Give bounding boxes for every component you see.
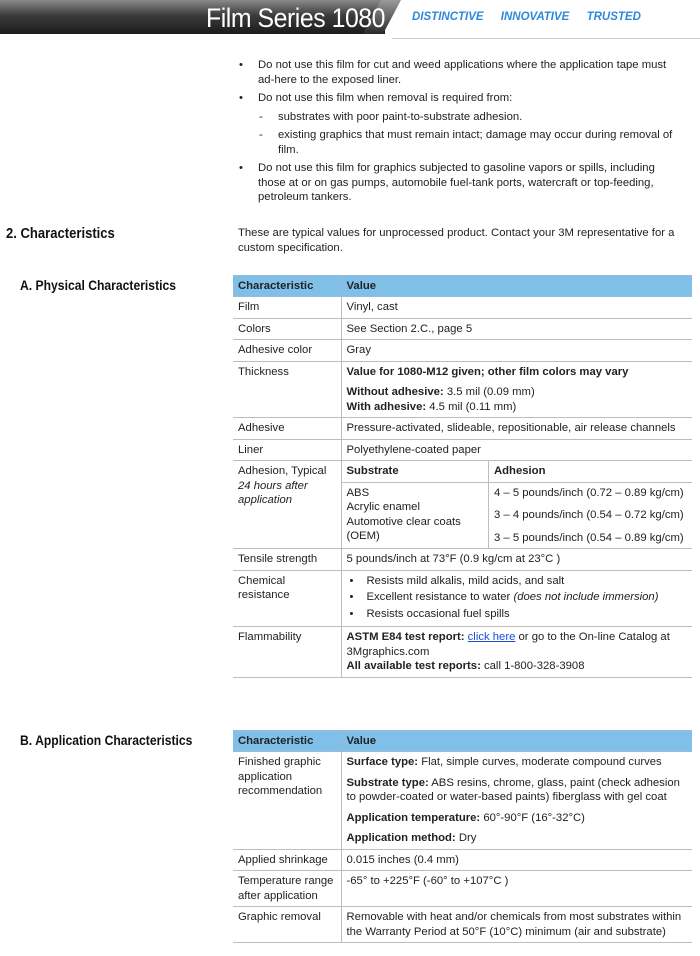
section-intro: These are typical values for unprocessed product. Contact your 3M representative for a custom specification.	[238, 227, 675, 254]
subsection-heading-physical: A. Physical Characteristics	[20, 278, 177, 293]
table-row: Graphic removal Removable with heat and/or chemicals from most substrates within the Warranty Period at 50°F (10°C) minimum (air and substrate)	[233, 907, 692, 943]
table-row: Flammability ASTM E84 test report: click here or go to the On-line Catalog at 3Mgraphics.com All available test reports: call 1-800-328-3908	[233, 627, 692, 678]
table-row: Film Vinyl, cast	[233, 297, 692, 319]
test-report-link[interactable]: click here	[467, 631, 516, 643]
column-header: Characteristic	[233, 731, 341, 752]
tag-innovative: INNOVATIVE	[500, 11, 570, 23]
table-row: Adhesive color Gray	[233, 340, 692, 362]
list-item: • Do not use this film for graphics subjected to gasoline vapors or spills, including those at or on gas pumps, automobile fuel-tank ports, watercraft or top-feeding, petroleum tankers.	[239, 162, 655, 203]
table-row: Colors See Section 2.C., page 5	[233, 318, 692, 340]
column-header: Value	[341, 276, 692, 297]
tag-distinctive: DISTINCTIVE	[412, 11, 484, 23]
page-header	[0, 0, 700, 38]
list-item: • Do not use this film when removal is required from:	[239, 92, 513, 104]
application-characteristics-table	[233, 730, 692, 943]
tag-trusted: TRUSTED	[586, 11, 641, 23]
adhesion-subtable: Substrate Adhesion ABS Acrylic enamel Automotive clear coats (OEM) 4 – 5 pounds/inch (0.72 – 0.89 kg/cm) 3 – 4 pounds/inch (0.54 – 0.72 kg/cm) 3 – 5 pounds/inch (0.54 – 0.89 kg/cm)	[342, 461, 693, 548]
column-header: Characteristic	[233, 276, 341, 297]
table-row: Thickness Value for 1080-M12 given; other film colors may vary Without adhesive: 3.5 mil (0.09 mm) With adhesive: 4.5 mil (0.11 mm)	[233, 361, 692, 418]
table-row: Finished graphic application recommendation Surface type: Flat, simple curves, moderate compound curves Substrate type: ABS resins, chrome, glass, paint (check adhesion to powder-coated or water-based paints) fiberglass with gel coat Application temperature: 60°-90°F (16°-32°C) Application method: Dry	[233, 752, 692, 850]
table-row: Chemical resistance • Resists mild alkalis, mild acids, and salt • Excellent resistance to water (does not include immersion) • Resists occasional fuel spills	[233, 570, 692, 627]
section-heading-characteristics: 2. Characteristics	[6, 226, 115, 242]
sub-list-item: - substrates with poor paint-to-substrate adhesion.	[259, 110, 523, 123]
table-row: Adhesive Pressure-activated, slideable, repositionable, air release channels	[233, 418, 692, 440]
list-item: • Excellent resistance to water (does not include immersion)	[349, 591, 659, 603]
column-header: Value	[341, 731, 692, 752]
header-tagline	[412, 11, 655, 23]
table-row: Applied shrinkage 0.015 inches (0.4 mm)	[233, 849, 692, 871]
list-item: • Resists occasional fuel spills	[349, 607, 510, 620]
table-row: Temperature range after application -65° to +225°F (-60° to +107°C )	[233, 871, 692, 907]
sub-list-item: - existing graphics that must remain intact; damage may occur during removal of film.	[259, 129, 673, 156]
table-row: Adhesion, Typical 24 hours after application Substrate Adhesion ABS Acrylic enamel Automotive clear coats (OEM) 4 – 5 pounds/inch (0.72 – 0.89 kg/cm) 3 – 4 pounds/inch (0.54 – 0.72 kg/cm) 3 – 5 pounds/inch (0.54 – 0.89 kg/cm)	[233, 461, 692, 549]
subsection-heading-application: B. Application Characteristics	[20, 733, 193, 748]
table-row: Liner Polyethylene-coated paper	[233, 439, 692, 461]
physical-characteristics-table	[233, 275, 692, 678]
header-rule	[392, 38, 700, 39]
column-header: Substrate	[342, 461, 489, 482]
column-header: Adhesion	[489, 461, 693, 482]
page-title: Film Series 1080	[206, 3, 386, 33]
restrictions-list	[238, 58, 683, 209]
list-item: • Resists mild alkalis, mild acids, and salt	[349, 574, 565, 587]
table-row: Tensile strength 5 pounds/inch at 73°F (0.9 kg/cm at 23°C )	[233, 549, 692, 571]
list-item: • Do not use this film for cut and weed applications where the application tape must ad-here to the exposed liner.	[239, 59, 667, 86]
